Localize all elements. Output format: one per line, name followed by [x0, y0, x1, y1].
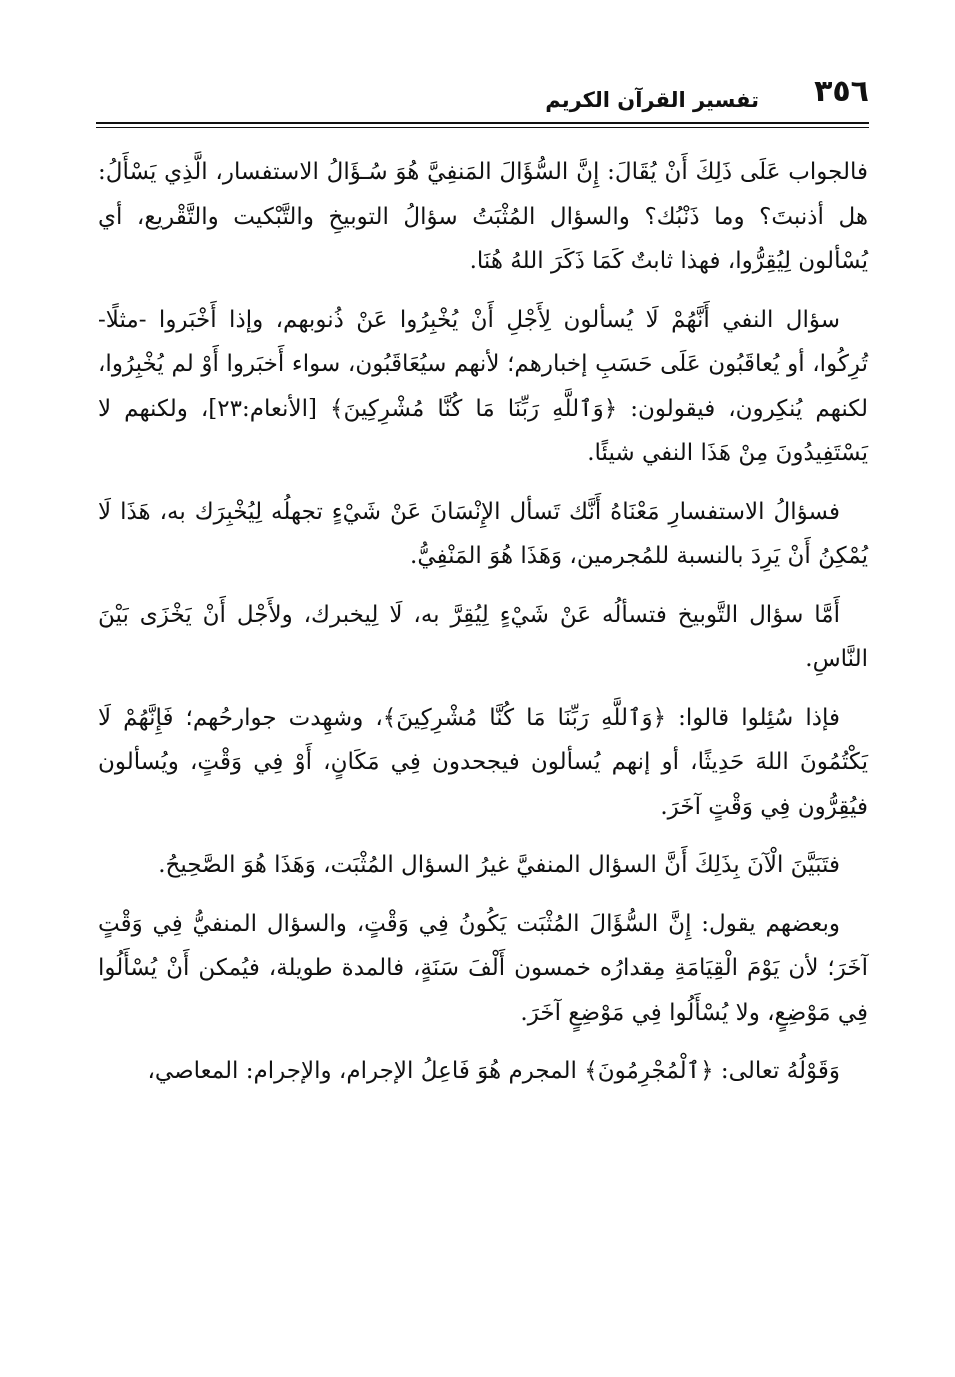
- paragraph-2: سؤال النفي أَنَّهُمْ لَا يُسألون لِأَجْلِ أَنْ يُخْبِرُوا عَنْ ذُنوبهم، وإذا أَخْبَروا -مثلًا- تُرِكُوا، أو يُعاقَبُون عَلَى حَسَبِ إخبارهم؛ لأنهم سيُعَاقَبُون، سواء أَخبَروا أَوْ لم يُخْبِرُوا، لكنهم يُنكِرون، فيقولون: ﴿وَٱللَّهِ رَبِّنَا مَا كُنَّا مُشْرِكِينَ﴾ [الأنعام:٢٣]، ولكنهم لا يَسْتَفِيدُونَ مِنْ هَذَا النفي شيئًا.: [98, 306, 868, 466]
- paragraph-1: فالجواب عَلَى ذَلِكَ أَنْ يُقَالَ: إِنَّ السُّؤَالَ المَنفِيَّ هُوَ سُـؤَالُ الاستفسار، الَّذِي يَسْأَلُ: هل أذنبتَ؟ وما ذَنْبُك؟ والسؤال المُثْبَتُ سؤالُ التوبيخِ والتَّبْكيت والتَّقْريع، أي يُسْألون لِيُقِرُّوا، فهذا ثابتٌ كَمَا ذَكَرَ اللهُ هُنَا.: [98, 159, 868, 274]
- header-rule: [96, 122, 869, 124]
- paragraph-6: فتَبَيَّنَ الْآنَ بِذَلِكَ أَنَّ السؤال المنفيَّ غيرُ السؤال المُثْبَت، وَهَذَا هُوَ الصَّحِيحُ.: [158, 852, 840, 878]
- paragraph-7: وبعضهم يقول: إِنَّ السُّؤَالَ المُثْبَت يَكُونُ فِي وَقْتٍ، والسؤال المنفيُّ فِي وَقْتٍ آخَرَ؛ لأن يَوْمَ الْقِيَامَةِ مِقدارُه خمسون أَلْفَ سَنَةٍ، فالمدة طويلة، فيُمكن أَنْ يُسْأَلُوا فِي مَوْضِعٍ، ولا يُسْأَلُوا فِي مَوْضِعٍ آخَرَ.: [98, 910, 868, 1026]
- paragraph-3: فسؤالُ الاستفسارِ مَعْنَاهُ أَنَّك تَسأل الإِنْسَانَ عَنْ شَيْءٍ تجهلُه لِيُخْبِرَك به، هَذَا لَا يُمْكِنُ أَنْ يَرِدَ بالنسبة للمُجرمين، وَهَذَا هُوَ المَنْفِيُّ.: [98, 498, 868, 569]
- paragraph-8: وَقَوْلُهُ تعالى: ﴿ٱلْمُجْرِمُونَ﴾ المجرم هُوَ فَاعِلُ الإجرام، والإجرام: المعاصي،: [147, 1058, 840, 1084]
- page-header: [96, 70, 869, 122]
- paragraph-4: أَمَّا سؤال التَّوبيخ فتسألُه عَنْ شَيْءٍ لِيُقِرَّ به، لَا لِيخبرك، ولأَجْل أَنْ يَخْزَى بَيْنَ النَّاسِ.: [98, 601, 868, 672]
- paragraph-5: فإذا سُئِلوا قالوا: ﴿وَٱللَّهِ رَبِّنَا مَا كُنَّا مُشْرِكِينَ﴾، وشهِدت جوارحُهم؛ فَإِنَّهُمْ لَا يَكْتُمُونَ اللهَ حَدِيثًا، أو إنهم يُسألون فيجحدون فِي مَكَانٍ، أَوْ فِي وَقْتٍ، ويُسألون فيُقِرُّون فِي وَقْتٍ آخَرَ.: [98, 704, 868, 820]
- header-rule-thin: [96, 127, 869, 128]
- book-title: تفسير القرآن الكريم: [545, 88, 759, 112]
- page-number: ٣٥٦: [814, 74, 869, 109]
- body-text: [98, 150, 868, 1108]
